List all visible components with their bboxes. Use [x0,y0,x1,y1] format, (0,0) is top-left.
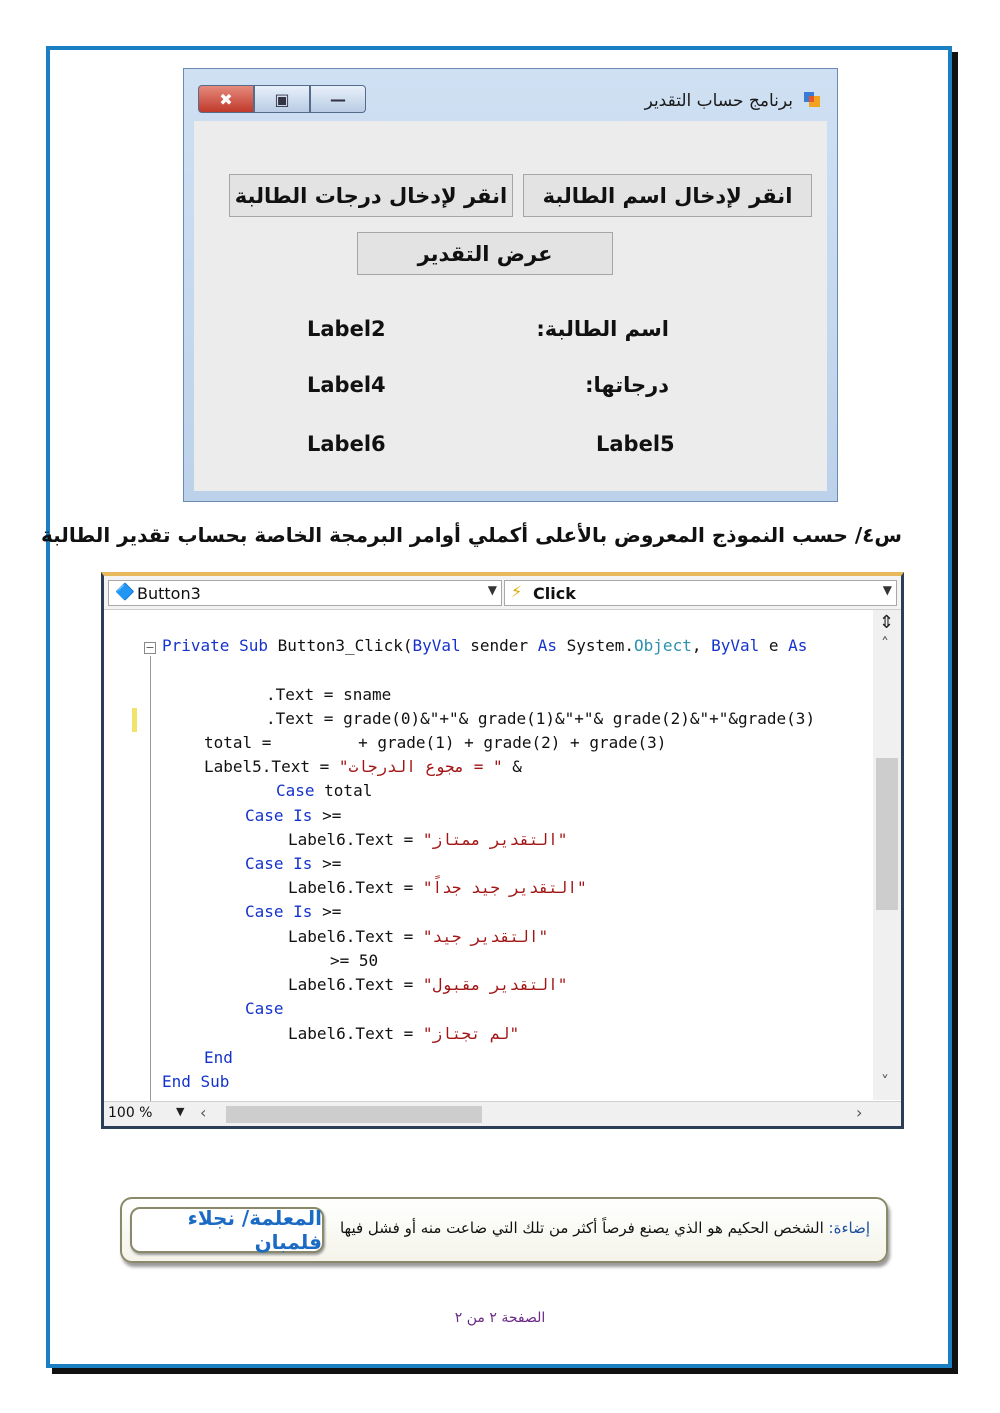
code-line-7: Case Is >= [245,806,342,825]
label6: Label6 [307,432,386,456]
close-button[interactable] [198,85,254,113]
horizontal-scroll-thumb[interactable] [226,1106,482,1123]
quote-box [120,1197,888,1263]
code-line-4: total = + grade(1) + grade(2) + grade(3) [204,733,667,752]
code-line-15: Case [245,999,284,1018]
close-icon: ✖ [219,89,233,109]
maximize-icon: ▣ [274,89,290,109]
zoom-level[interactable]: 100 % [108,1105,153,1121]
control-icon: 🔷 [115,582,135,601]
scroll-up-icon[interactable]: ˄ [881,634,889,653]
enter-name-button[interactable]: انقر لإدخال اسم الطالبة [523,174,812,217]
label5: Label5 [596,432,675,456]
scroll-left-icon[interactable]: ‹ [200,1103,207,1122]
event-combo[interactable] [504,580,897,606]
label2: Label2 [307,317,386,341]
code-line-10: Label6.Text = "التقدير جيد جداً" [288,878,587,897]
code-editor [101,572,904,1129]
editor-navigation-bar [104,576,901,610]
student-name-caption: اسم الطالبة: [536,317,669,341]
app-icon [803,91,821,109]
code-line-13: >= 50 [330,951,379,970]
show-grade-button[interactable]: عرض التقدير [357,232,613,275]
scroll-right-icon[interactable]: › [856,1103,863,1122]
label4: Label4 [307,373,386,397]
question-text: س٤/ حسب النموذج المعروض بالأعلى أكملي أوامر البرمجة الخاصة بحساب تقدير الطالبة [41,523,902,547]
code-line-2: .Text = sname [266,685,392,704]
form-titlebar [184,69,837,119]
vertical-scroll-thumb[interactable] [876,758,898,910]
code-line-14: Label6.Text = "التقدير مقبول" [288,975,568,994]
grades-caption: درجاتها: [585,373,669,397]
minimize-icon: — [330,89,346,109]
form-title: برنامج حساب التقدير [644,91,793,111]
collapse-icon[interactable]: − [145,641,155,654]
code-line-8: Label6.Text = "التقدير ممتاز" [288,830,568,849]
code-line-12: Label6.Text = "التقدير جيد" [288,927,549,946]
form-window [183,68,838,502]
object-combo[interactable] [108,580,502,606]
minimize-button[interactable] [310,85,366,113]
code-line-16: Label6.Text = "لم تجتاز" [288,1024,520,1043]
window-controls [198,85,366,113]
code-line-3: .Text = grade(0)&"+"& grade(1)&"+"& grade(2)&"+"&grade(3) [266,709,816,728]
vertical-scrollbar[interactable] [873,610,901,1100]
chevron-down-icon[interactable]: ▼ [176,1105,185,1118]
horizontal-scrollbar[interactable] [104,1101,901,1126]
code-line-5: Label5.Text = " = مجوع الدرجات" & [204,757,532,776]
code-line-11: Case Is >= [245,902,342,921]
event-icon: ⚡ [511,582,523,601]
code-line-9: Case Is >= [245,854,342,873]
code-line-6: Case total [276,781,373,800]
chevron-down-icon: ▼ [882,583,892,597]
maximize-button[interactable] [254,85,310,113]
scroll-down-icon[interactable]: ˅ [881,1072,889,1091]
quote-text: إضاءة: الشخص الحكيم هو الذي يصنع فرصاً أكثر من تلك التي ضاعت منه أو فشل فيها [339,1219,870,1237]
code-line-1: Private Sub Button3_Click(ByVal sender As System.Object, ByVal e As [162,636,808,655]
code-area[interactable] [104,610,874,1100]
enter-grades-button[interactable]: انقر لإدخال درجات الطالبة [229,174,513,217]
split-icon[interactable]: ⇕ [879,612,895,633]
code-line-17: End [204,1048,233,1067]
teacher-name: المعلمة/ نجلاء فلمبان [130,1207,324,1253]
chevron-down-icon: ▼ [487,583,497,597]
page-number: الصفحة ٢ من ٢ [454,1310,546,1326]
code-line-18: End Sub [162,1072,230,1091]
event-combo-value: Click [533,583,576,603]
object-combo-value: Button3 [137,583,201,603]
form-client-area [194,121,827,491]
